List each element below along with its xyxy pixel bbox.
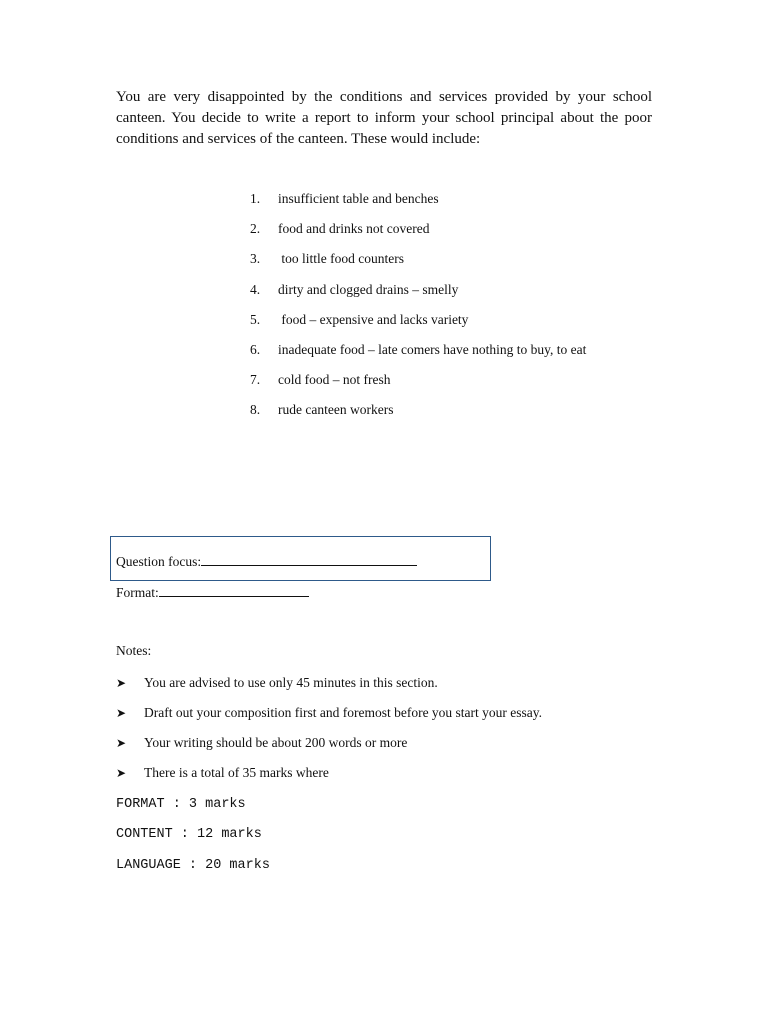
marks-language: LANGUAGE : 20 marks xyxy=(116,857,270,873)
note-item xyxy=(116,732,542,762)
list-number: 1. xyxy=(250,191,261,206)
arrow-bullet-icon: ➤ xyxy=(116,736,127,750)
question-focus-line xyxy=(116,552,417,570)
notes-list xyxy=(116,672,542,792)
list-item xyxy=(250,218,586,248)
list-number: 8. xyxy=(250,402,261,418)
marks-format: FORMAT : 3 marks xyxy=(116,797,246,812)
list-number: 5. xyxy=(250,311,261,327)
list-number: 7. xyxy=(250,372,261,388)
arrow-bullet-icon: ➤ xyxy=(116,676,127,690)
list-text: inadequate food – late comers have nothing to buy, to eat xyxy=(278,341,587,357)
list-item xyxy=(250,339,586,369)
note-text: You are advised to use only 45 minutes in this section. xyxy=(144,675,438,690)
format-line xyxy=(116,583,309,601)
list-text: too little food counters xyxy=(278,251,404,267)
format-blank[interactable] xyxy=(159,583,309,597)
list-item xyxy=(250,369,586,399)
list-text: cold food – not fresh xyxy=(278,372,391,388)
list-number: 4. xyxy=(250,281,261,297)
note-item xyxy=(116,762,542,792)
marks-breakdown xyxy=(116,794,270,885)
list-item xyxy=(250,188,586,218)
list-number: 6. xyxy=(250,341,261,357)
list-item xyxy=(250,309,586,339)
list-number: 2. xyxy=(250,221,261,237)
note-text: Draft out your composition first and foremost before you start your essay. xyxy=(144,705,543,720)
format-label: Format: xyxy=(116,585,159,600)
note-text: There is a total of 35 marks where xyxy=(144,765,329,780)
list-text: food and drinks not covered xyxy=(278,221,430,237)
marks-content: CONTENT : 12 marks xyxy=(116,827,262,843)
list-item xyxy=(250,399,586,429)
note-item xyxy=(116,672,542,702)
list-text: dirty and clogged drains – smelly xyxy=(278,281,459,297)
notes-title: Notes: xyxy=(116,643,152,658)
question-focus-blank[interactable] xyxy=(201,552,417,566)
intro-paragraph: You are very disappointed by the conditions and services provided by your school canteen. You decide to write a report to inform your school principal about the poor conditions and services of the canteen. These would include: xyxy=(116,89,652,147)
list-text: rude canteen workers xyxy=(278,402,394,418)
arrow-bullet-icon: ➤ xyxy=(116,766,127,780)
list-item xyxy=(250,248,586,278)
list-number: 3. xyxy=(250,251,261,267)
note-item xyxy=(116,702,542,732)
arrow-bullet-icon: ➤ xyxy=(116,706,127,720)
issues-list xyxy=(250,188,586,430)
list-item xyxy=(250,279,586,309)
list-text: insufficient table and benches xyxy=(278,191,439,206)
question-focus-label: Question focus: xyxy=(116,554,202,569)
note-text: Your writing should be about 200 words or more xyxy=(144,735,408,750)
list-text: food – expensive and lacks variety xyxy=(278,311,469,327)
